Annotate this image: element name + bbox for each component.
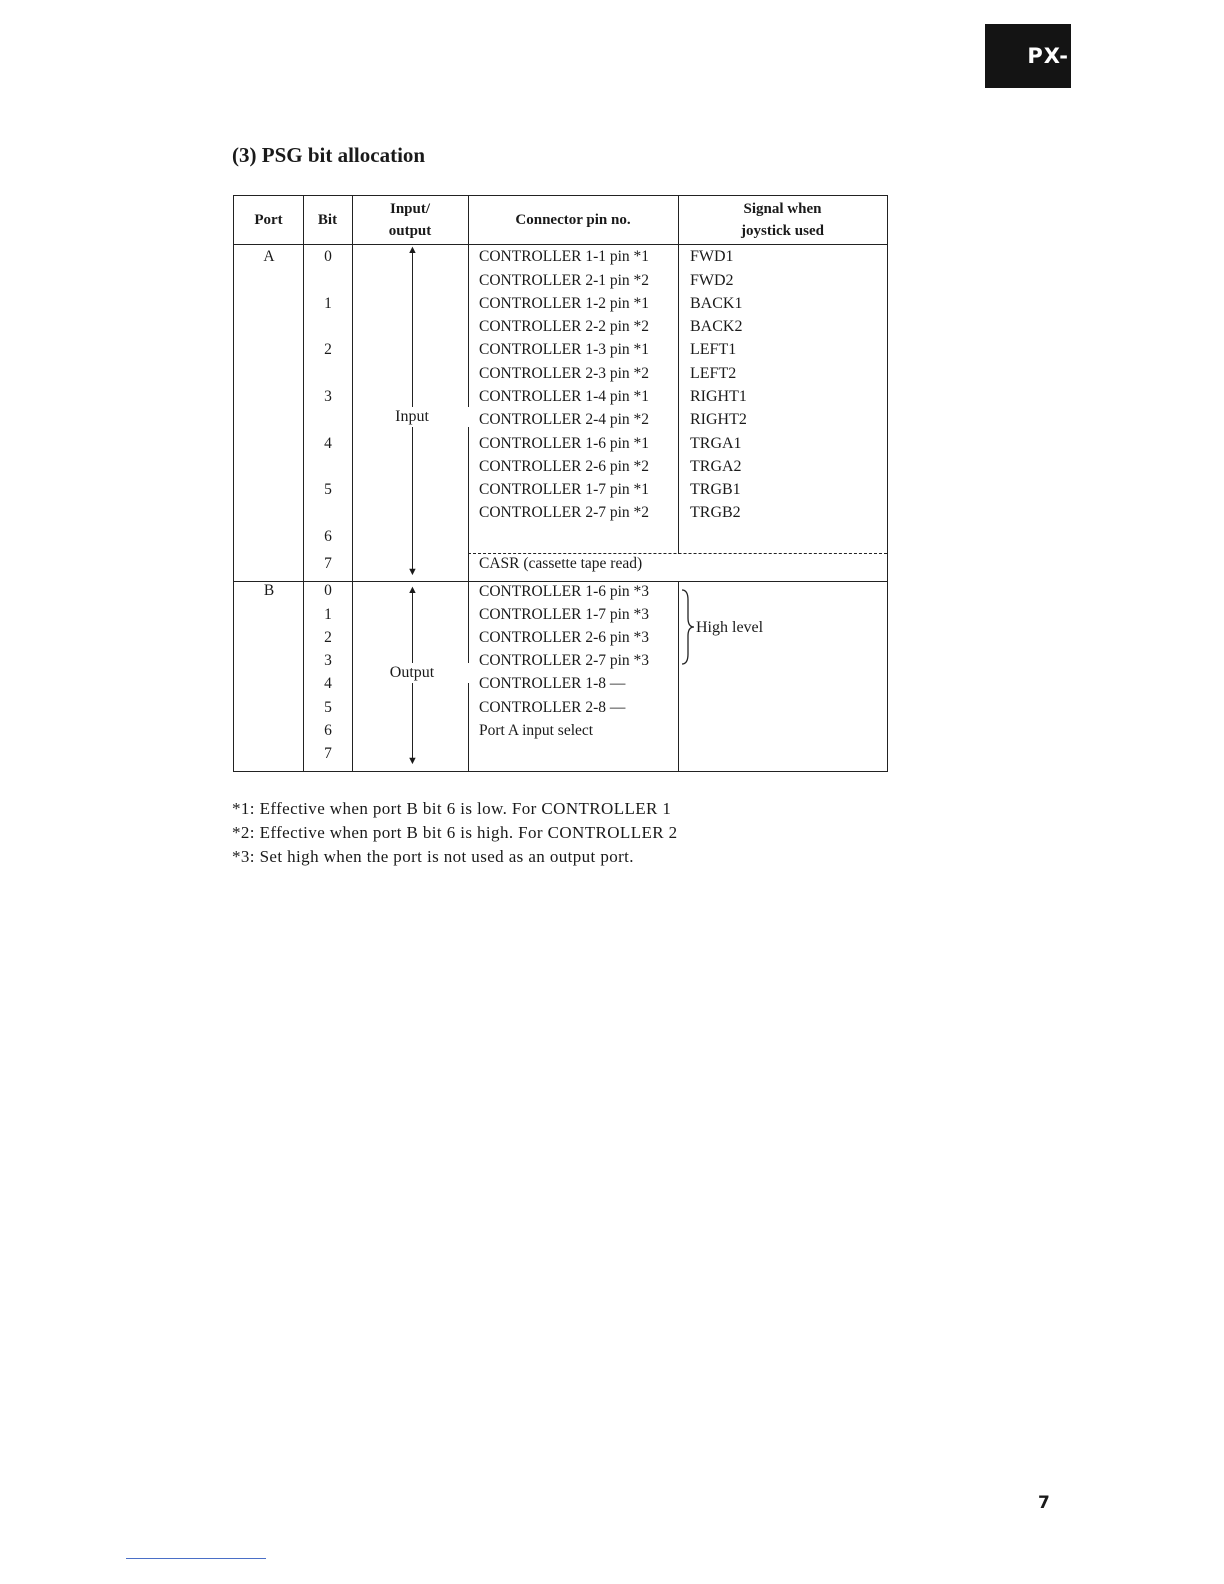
header-signal-line2: joystick used	[741, 223, 824, 239]
port-a-signal: TRGA1	[690, 435, 742, 452]
port-a-signal: TRGB2	[690, 504, 741, 521]
port-a-bit: 1	[324, 295, 332, 312]
arrow-down-icon: ▼	[407, 755, 418, 767]
port-b-connector: CONTROLLER 1-6 pin *3	[479, 583, 650, 600]
header-io	[352, 196, 468, 244]
port-a-signal: LEFT2	[690, 365, 737, 382]
casr-connector: CASR (cassette tape read)	[479, 555, 643, 572]
port-b-connector: CONTROLLER 2-8 —	[479, 699, 626, 716]
port-a-bit: 4	[324, 435, 332, 452]
col-divider	[468, 196, 469, 771]
port-a-bit: 7	[324, 555, 332, 572]
port-b-connector: CONTROLLER 1-7 pin *3	[479, 606, 650, 623]
port-a-connector: CONTROLLER 2-1 pin *2	[479, 272, 650, 289]
header-bit: Bit	[317, 212, 338, 228]
header-connector: Connector pin no.	[515, 212, 631, 228]
port-a-bit: 3	[324, 388, 332, 405]
section-tab-label: PX-	[1027, 44, 1069, 68]
port-a-bit: 2	[324, 341, 332, 358]
input-label: Input	[354, 407, 470, 427]
footnote: *2: Effective when port B bit 6 is high. For CONTROLLER 2	[232, 823, 678, 842]
port-b-bit: 6	[324, 722, 332, 739]
arrow-down-icon: ▼	[407, 566, 418, 578]
port-a-connector: CONTROLLER 2-4 pin *2	[479, 411, 650, 428]
psg-bit-table	[233, 195, 888, 772]
port-a-bit: 0	[324, 248, 332, 265]
header-io-line1: Input/	[389, 201, 431, 217]
port-a-signal: TRGB1	[690, 481, 741, 498]
footnote: *1: Effective when port B bit 6 is low. For CONTROLLER 1	[232, 799, 672, 818]
port-a-signal: FWD2	[690, 272, 734, 289]
col-divider	[352, 196, 353, 771]
port-a-connector: CONTROLLER 2-2 pin *2	[479, 318, 650, 335]
header-signal	[678, 196, 887, 244]
section-tab	[985, 24, 1071, 88]
port-a-connector: CONTROLLER 1-4 pin *1	[479, 388, 650, 405]
port-b-bit: 2	[324, 629, 332, 646]
port-a-signal: BACK1	[690, 295, 743, 312]
port-a-connector: CONTROLLER 1-3 pin *1	[479, 341, 650, 358]
port-b-label: B	[263, 582, 275, 599]
port-b-bit: 0	[324, 582, 332, 599]
port-a-signal: TRGA2	[690, 458, 742, 475]
port-a-connector: CONTROLLER 2-7 pin *2	[479, 504, 650, 521]
arrow-up-icon: ▲	[407, 244, 418, 256]
port-a-bit: 5	[324, 481, 332, 498]
port-a-signal: RIGHT2	[690, 411, 747, 428]
header-divider	[234, 244, 887, 245]
port-a-connector: CONTROLLER 1-7 pin *1	[479, 481, 650, 498]
footnotes	[232, 797, 678, 869]
port-a-bit: 6	[324, 528, 332, 545]
port-a-signal: BACK2	[690, 318, 743, 335]
port-a-connector: CONTROLLER 1-1 pin *1	[479, 248, 650, 265]
header-signal-line1: Signal when	[743, 201, 822, 217]
port-b-bit: 3	[324, 652, 332, 669]
col-divider	[678, 196, 679, 554]
port-a-label: A	[263, 248, 275, 265]
header-io-line2: output	[388, 223, 432, 239]
brace-icon	[680, 588, 696, 666]
high-level-note: High level	[696, 619, 764, 636]
port-b-connector: CONTROLLER 2-6 pin *3	[479, 629, 650, 646]
bottom-rule	[126, 1558, 266, 1559]
footnote: *3: Set high when the port is not used as an output port.	[232, 847, 634, 866]
port-b-bit: 1	[324, 606, 332, 623]
port-b-bit: 7	[324, 745, 332, 762]
port-b-bit: 5	[324, 699, 332, 716]
port-a-connector: CONTROLLER 2-3 pin *2	[479, 365, 650, 382]
port-b-connector: CONTROLLER 1-8 —	[479, 675, 626, 692]
arrow-up-icon: ▲	[407, 584, 418, 596]
col-divider	[678, 582, 679, 771]
port-a-signal: LEFT1	[690, 341, 737, 358]
port-b-connector: Port A input select	[479, 722, 594, 739]
port-a-signal: FWD1	[690, 248, 734, 265]
port-a-signal: RIGHT1	[690, 388, 747, 405]
port-a-connector: CONTROLLER 1-6 pin *1	[479, 435, 650, 452]
port-a-connector: CONTROLLER 1-2 pin *1	[479, 295, 650, 312]
output-label: Output	[354, 663, 470, 683]
section-heading: (3) PSG bit allocation	[232, 143, 426, 167]
port-b-bit: 4	[324, 675, 332, 692]
header-port: Port	[254, 212, 283, 228]
page-number: 7	[1038, 1493, 1050, 1513]
port-a-connector: CONTROLLER 2-6 pin *2	[479, 458, 650, 475]
port-b-connector: CONTROLLER 2-7 pin *3	[479, 652, 650, 669]
